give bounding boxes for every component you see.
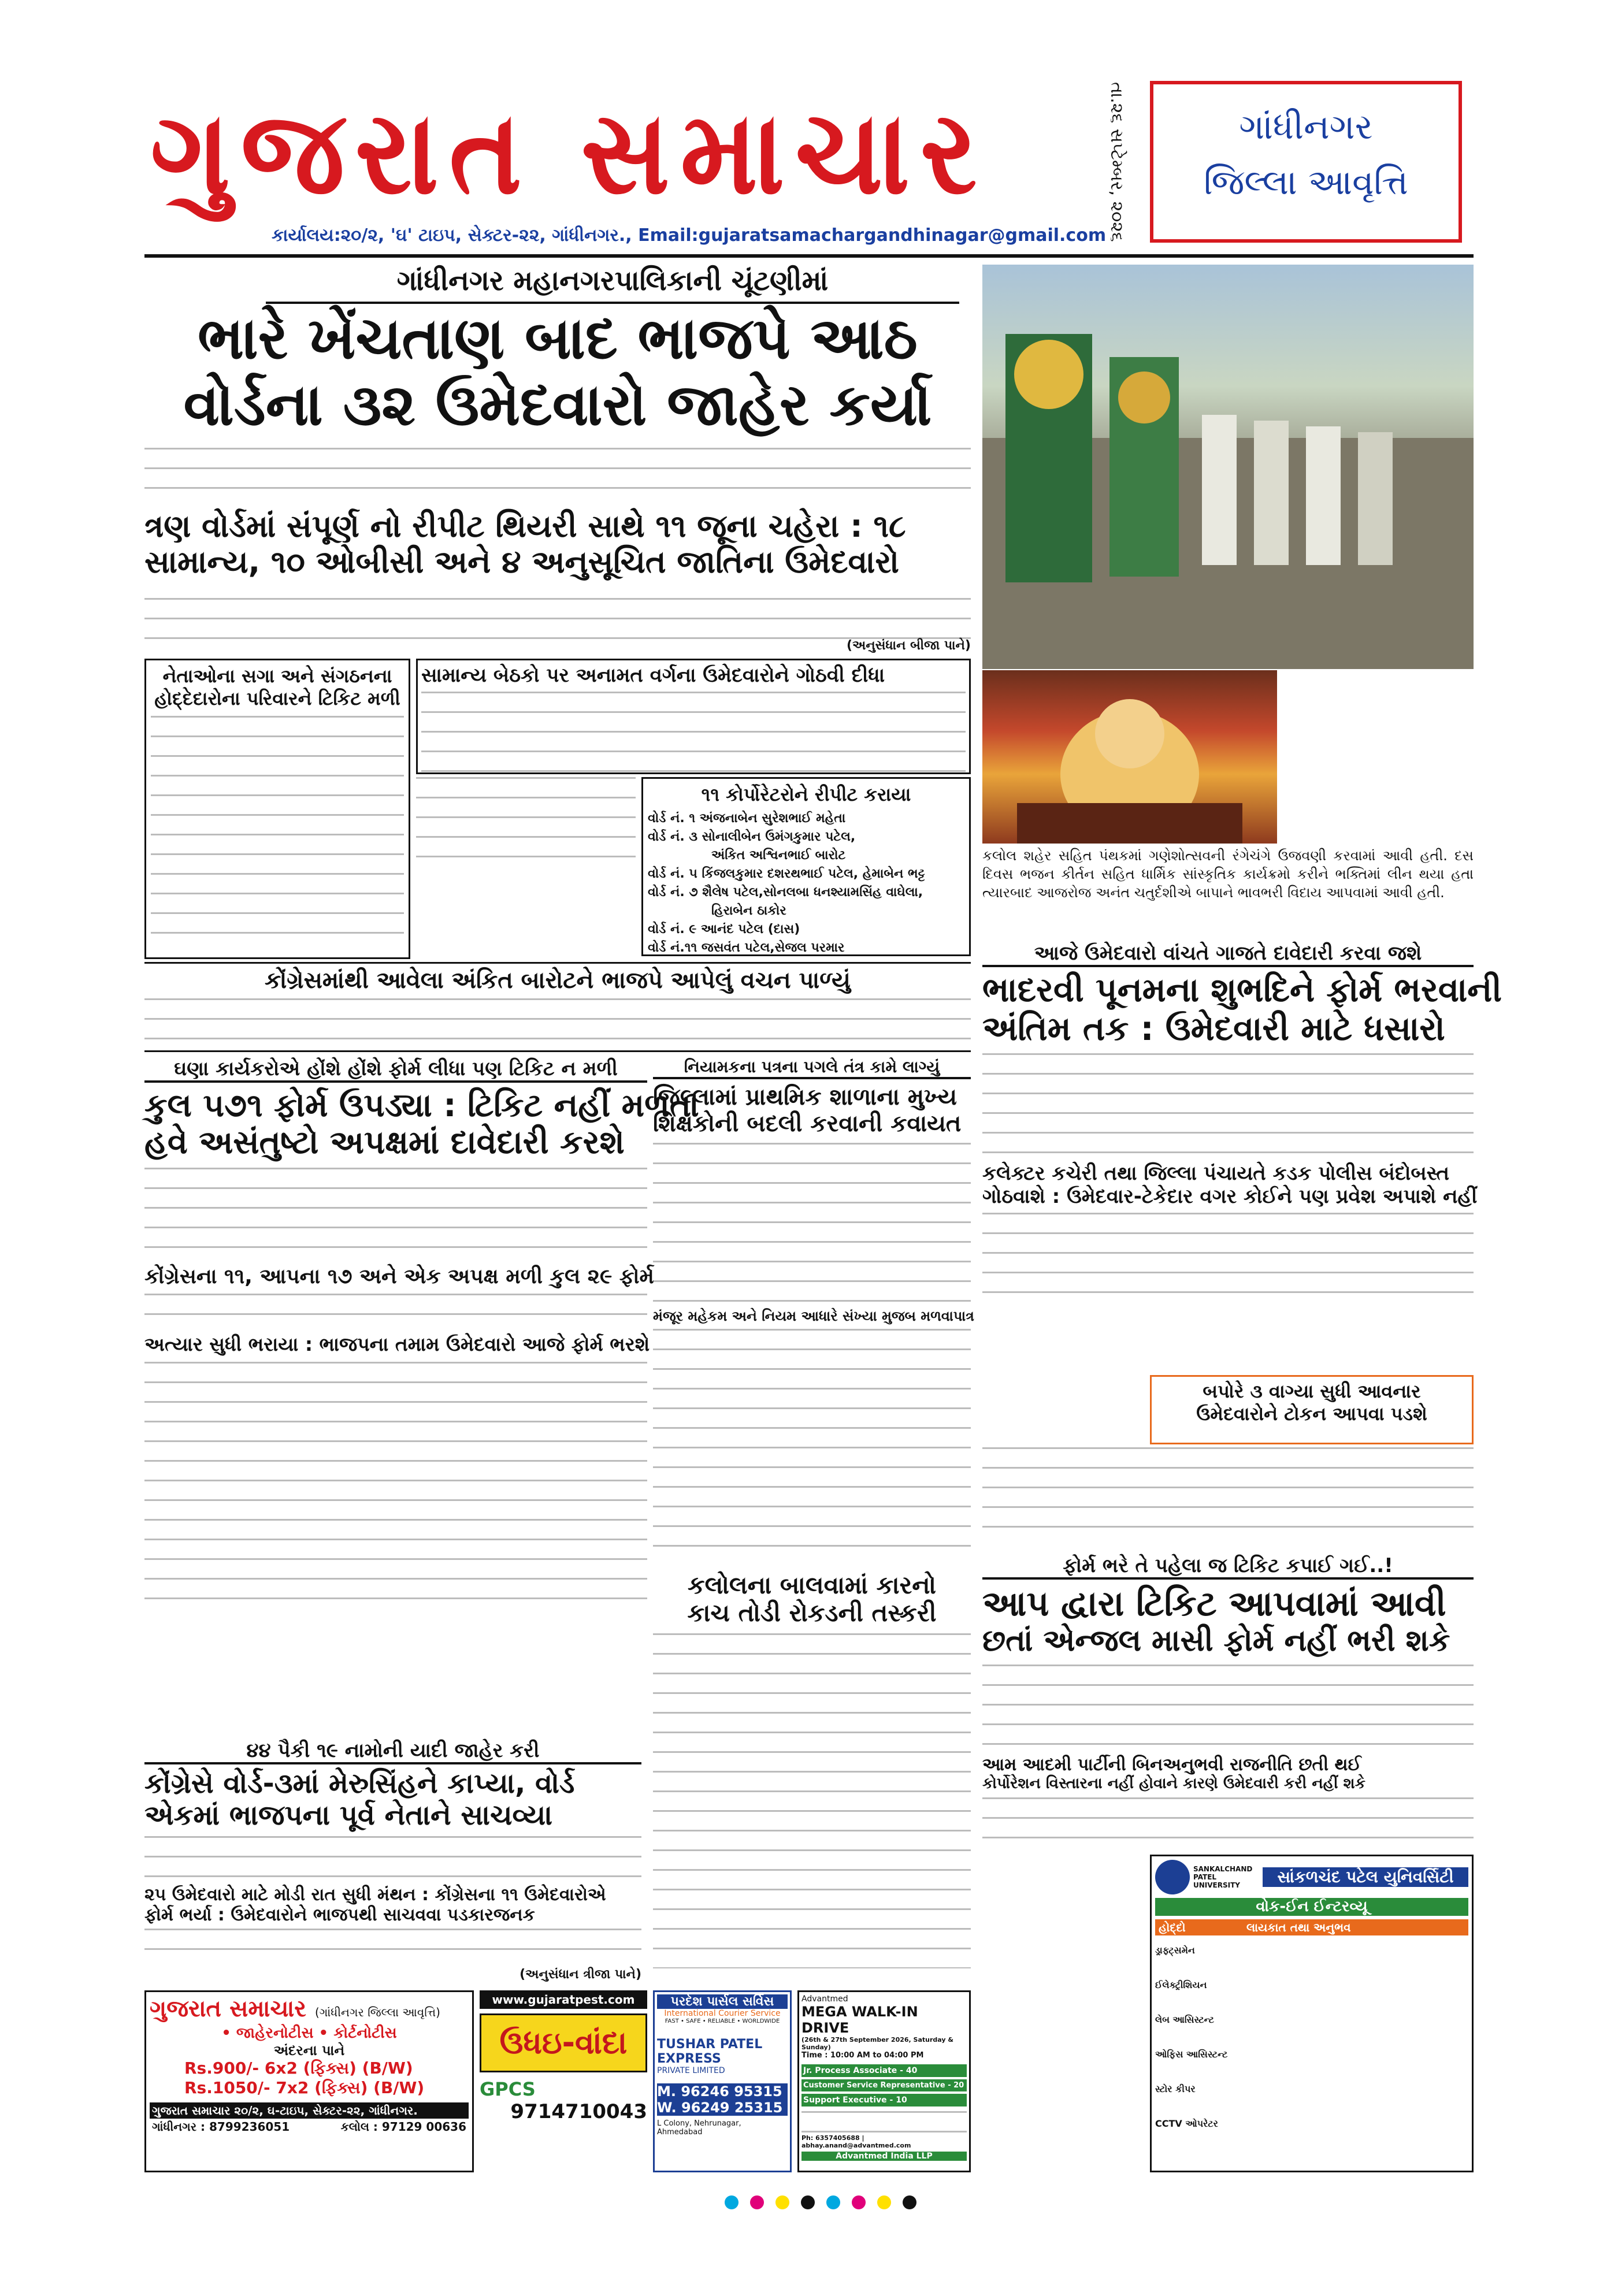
- university-ad-post: ઈલેક્ટ્રીશિયન: [1155, 1979, 1207, 1990]
- reservation-text: [421, 692, 966, 772]
- ganesh-idol-illustration: [982, 670, 1277, 844]
- courier-ad-brand: TUSHAR PATEL EXPRESS: [657, 2037, 763, 2066]
- reservation-box: [416, 659, 971, 774]
- nomination-headline-line1: ભાદરવી પૂનમના શુભદિને ફોર્મ ભરવાની: [982, 970, 1502, 1009]
- repeat-row: વોર્ડ નં. ૧ અંજનાબેન સુરેશભાઈ મહેતા: [648, 811, 846, 826]
- aap-text-2: [982, 1797, 1474, 1849]
- list44-text-2: [144, 1929, 641, 1963]
- walkin-ad-brand: Advantmed: [801, 1994, 848, 2004]
- forms-text-2: [144, 1294, 647, 1328]
- repeat-box: [641, 777, 971, 956]
- walkin-ad-phone: Ph: 6357405688 | abhay.anand@advantmed.com: [801, 2134, 911, 2149]
- courier-ad-ltd: PRIVATE LIMITED: [657, 2066, 725, 2075]
- university-ad-sub: વોક-ઈન ઈન્ટરવ્યૂ: [1155, 1898, 1468, 1916]
- forms-sub1: કોંગ્રેસના ૧૧, આપના ૧૭ અને એક અપક્ષ મળી કુલ ૨૯ ફોર્મ: [144, 1264, 654, 1288]
- courier-ad: [653, 1990, 792, 2172]
- teachers-text-2: [653, 1329, 971, 1560]
- pest-ad-phone: 9714710043: [510, 2100, 647, 2123]
- festival-photo: [982, 265, 1474, 669]
- pest-ad-name: ઉધઇ-વાંદા: [480, 2013, 647, 2072]
- repeat-row: વોર્ડ નં. ૩ સોનાલીબેન ઉમંગકુમાર પટેલ,: [648, 830, 856, 844]
- list44-continued: (અનુસંધાન ત્રીજા પાને): [519, 1967, 641, 1982]
- gs-ad-rate2: Rs.1050/- 7x2 (ફિક્સ) (B/W): [184, 2078, 425, 2097]
- gs-ad-address: ગુજરાત સમાચાર ૨૦/૨, ઘ-ટાઇપ, સેક્ટર-૨૨, ગાંધીનગર.: [150, 2102, 469, 2119]
- teachers-kicker: નિયામકના પત્રના પગલે તંત્ર કામે લાગ્યું: [653, 1057, 971, 1079]
- congress-promise-title: કોંગ્રેસમાંથી આવેલા અંકિત બારોટને ભાજપે આપેલું વચન પાળ્યું: [265, 967, 851, 994]
- issue-date: તા.૨૬ સપ્ટેમ્બર, ૨૦૨૬: [1107, 81, 1127, 242]
- aap-sub-line1: આમ આદમી પાર્ટીની બિનઅનુભવી રાજનીતિ છતી થઈ: [982, 1754, 1361, 1775]
- university-ad-header: [1155, 1860, 1468, 1894]
- courier-ad-phone1: M. 96246 95315: [657, 2083, 788, 2100]
- gs-ad-kind: • જાહેરનોટીસ • કોર્ટનોટીસ: [221, 2024, 397, 2042]
- procession-illustration: [982, 265, 1474, 669]
- walkin-ad-role: Customer Service Representative - 20: [801, 2079, 967, 2091]
- lead-headline-line1: ભારે ખેંચતાણ બાદ ભાજપે આઠ: [198, 304, 918, 372]
- gs-ad-phone2: કલોલ : 97129 00636: [340, 2120, 466, 2134]
- reservation-more-text: [416, 777, 636, 858]
- walkin-ad-dates: (26th & 27th September 2026, Saturday & Sunday): [801, 2036, 953, 2051]
- kalol-headline-line1: કલોલના બાલવામાં કારનો: [687, 1571, 937, 1599]
- pest-ad-brand: GPCS: [480, 2078, 536, 2100]
- congress-promise: [144, 962, 971, 1052]
- teachers-headline-line2: શિક્ષકોની બદલી કરવાની કવાયત: [653, 1110, 962, 1137]
- photo-caption: કલોલ શહેર સહિત પંથકમાં ગણેશોત્સવની રંગેચંગે ઉજવણી કરવામાં આવી હતી. દસ દિવસ ભજન કીર્તન સહિત ધાર્મિક સાંસ્કૃતિક કાર્યક્રમો કરીને ભક્તિમાં લીન થયા હતા ત્યારબાદ આજરોજ અનંત ચતુર્દશીએ બાપાને ભાવભરી વિદાય આપવામાં આવી હતી.: [982, 848, 1474, 901]
- edition-box: [1150, 81, 1462, 243]
- repeat-row: વોર્ડ નં.૧૧ જસવંત પટેલ,સેજલ પરમાર: [648, 941, 845, 955]
- aap-sub-line2: કોર્પોરેશન વિસ્તારના નહીં હોવાને કારણે ઉમેદવારી કરી નહીં શકે: [982, 1774, 1365, 1792]
- walkin-ad: [797, 1990, 971, 2172]
- teachers-story: [653, 1057, 974, 1566]
- forms-text: [144, 1168, 647, 1260]
- list44-kicker: ૪૪ પૈકી ૧૯ નામોની યાદી જાહેર કરી: [144, 1739, 641, 1764]
- courier-ad-address: L Colony, Nehrunagar, Ahmedabad: [657, 2119, 741, 2137]
- kalol-headline-line2: કાચ તોડી રોકડની તસ્કરી: [687, 1599, 937, 1628]
- forms-kicker: ઘણા કાર્યકરોએ હોંશે હોંશે ફોર્મ લીધા પણ ટિકિટ ન મળી: [144, 1057, 647, 1083]
- lead-subhead-line1: ત્રણ વોર્ડમાં સંપૂર્ણ નો રીપીટ થિયરી સાથે ૧૧ જૂના ચહેરા : ૧૮: [144, 508, 906, 544]
- nomination-gate: ગોઠવાશે : ઉમેદવાર-ટેકેદાર વગર કોઈને પણ પ્રવેશ અપાશે નહીં: [982, 1185, 1478, 1209]
- relatives-box: [144, 659, 410, 959]
- teachers-sub: મંજૂર મહેકમ અને નિયમ આધારે સંખ્યા મુજબ મળવાપાત્ર: [653, 1308, 974, 1324]
- relatives-title-line1: નેતાઓના સગા અને સંગઠનના: [162, 665, 392, 687]
- university-ad-post: સ્ટોર કીપર: [1155, 2083, 1196, 2094]
- repeat-row: વોર્ડ નં. ૭ શૈલેષ પટેલ,સોનલબા ધનશ્યામસિંહ વાઘેલા,: [648, 885, 923, 900]
- gs-ad-title: ગુજરાત સમાચાર: [150, 1996, 306, 2022]
- black-dot: [801, 2195, 815, 2209]
- aap-text: [982, 1665, 1474, 1751]
- university-ad-title: સાંકળચંદ પટેલ યુનિવર્સિટી: [1263, 1867, 1468, 1887]
- forms-headline-line2: હવે અસંતુષ્ટો અપક્ષમાં દાવેદારી કરશે: [144, 1124, 625, 1162]
- courier-ad-title: પરદેશ પાર્સલ સર્વિસ: [657, 1994, 788, 2009]
- university-ad-post: ડ્રાફ્ટ્સમેન: [1155, 1945, 1195, 1956]
- aap-headline-line1: આપ દ્વારા ટિકિટ આપવામાં આવી: [982, 1584, 1446, 1624]
- repeat-row: હિરાબેન ઠાકોર: [711, 904, 786, 918]
- walkin-ad-role: Jr. Process Associate - 40: [801, 2064, 967, 2077]
- walkin-ad-title: MEGA WALK-IN DRIVE: [801, 2004, 918, 2036]
- forms-headline-line1: કુલ ૫૭૧ ફોર્મ ઉપડ્યા : ટિકિટ નહીં મળતા: [144, 1087, 699, 1124]
- aap-headline-line2: છતાં એન્જલ માસી ફોર્મ નહીં ભરી શકે: [982, 1623, 1450, 1658]
- list44-headline-line2: એકમાં ભાજપના પૂર્વ નેતાને સાચવ્યા: [144, 1799, 552, 1832]
- gs-ad-inner: અંદરના પાને: [273, 2042, 345, 2059]
- congress-promise-text: [144, 998, 971, 1045]
- walkin-ad-role: Support Executive - 10: [801, 2094, 967, 2106]
- token-box: [1150, 1375, 1474, 1444]
- forms-story: [144, 1057, 699, 1733]
- lead-headline-line2: વોર્ડના ૩૨ ઉમેદવારો જાહેર કર્યા: [183, 371, 932, 439]
- lead-subhead: [144, 508, 971, 595]
- university-ad-col1: હોદ્દો: [1159, 1920, 1186, 1934]
- gs-ad-phones: [150, 2119, 469, 2135]
- university-ad-table-head: [1155, 1919, 1468, 1935]
- list44-sub1: ૨૫ ઉમેદવારો માટે મોડી રાત સુધી મંથન : કોંગ્રેસના ૧૧ ઉમેદવારોએ: [144, 1885, 606, 1905]
- yellow-dot: [877, 2195, 891, 2209]
- cyan-dot: [826, 2195, 840, 2209]
- relatives-title-line2: હોદ્દેદારોના પરિવારને ટિકિટ મળી: [154, 688, 400, 709]
- university-ad-post: CCTV ઓપરેટર: [1155, 2118, 1218, 2129]
- office-contact: કાર્યાલય:૨૦/૨, 'ઘ' ટાઇપ, સેક્ટર-૨૨, ગાંધીનગર., Email:gujaratsamachargandhinagar@gmail.com: [272, 225, 1107, 246]
- reservation-title: સામાન્ય બેઠકો પર અનામત વર્ગના ઉમેદવારોને ગોઠવી દીધા: [421, 664, 885, 687]
- edition-city: ગાંધીનગર: [1239, 107, 1373, 147]
- lead-subhead-line2: સામાન્ય, ૧૦ ઓબીસી અને ૪ અનુસૂચિત જાતિના ઉમેદવારો: [144, 544, 899, 581]
- university-ad-post: ઓફિસ આસિસ્ટન્ટ: [1155, 2049, 1228, 2060]
- gs-ad-edition: (ગાંધીનગર જિલ્લા આવૃત્તિ): [314, 2005, 440, 2019]
- teachers-headline-line1: જિલ્લામાં પ્રાથમિક શાળાના મુખ્ય: [653, 1084, 958, 1110]
- lead-kicker: ગાંધીનગર મહાનગરપાલિકાની ચૂંટણીમાં: [266, 265, 959, 304]
- yellow-dot: [775, 2195, 789, 2209]
- nomination-headline-line2: અંતિમ તક : ઉમેદવારી માટે ધસારો: [982, 1008, 1445, 1048]
- university-ad: [1150, 1855, 1474, 2172]
- university-logo-icon: [1155, 1860, 1190, 1894]
- list44-text: [144, 1836, 641, 1882]
- nomination-text: [982, 1053, 1474, 1157]
- aap-kicker: ફોર્મ ભરે તે પહેલા જ ટિકિટ કપાઈ ગઈ..!: [982, 1554, 1474, 1580]
- lead-body-text: [144, 448, 971, 506]
- gs-ad: [144, 1990, 474, 2172]
- cyan-dot: [725, 2195, 739, 2209]
- token-line2: ઉમેદવારોને ટોકન આપવા પડશે: [1196, 1403, 1427, 1425]
- repeat-title: ૧૧ કોર્પોરેટરોને રીપીટ કરાયા: [701, 783, 911, 805]
- black-dot: [903, 2195, 916, 2209]
- gs-ad-rate1: Rs.900/- 6x2 (ફિક્સ) (B/W): [184, 2059, 413, 2078]
- gs-ad-phone1: ગાંધીનગર : 8799236051: [152, 2120, 290, 2134]
- repeat-row: વોર્ડ નં. ૫ કિંજલકુમાર દશરથભાઈ પટેલ, હેમાબેન ભટ્ટ: [648, 867, 925, 881]
- list44-sub2: ફોર્મ ભર્યા : ઉમેદવારોને ભાજપથી સાચવવા પડકારજનક: [144, 1905, 535, 1926]
- courier-ad-sub: International Courier Service: [664, 2009, 781, 2018]
- masthead-rule: [144, 254, 1474, 258]
- magenta-dot: [750, 2195, 764, 2209]
- relatives-list: [151, 716, 404, 947]
- nomination-bottom-text: [982, 1447, 1474, 1545]
- repeat-row: વોર્ડ નં. ૯ આનંદ પટેલ (દાસ): [648, 922, 800, 937]
- pest-ad-url: www.gujaratpest.com: [480, 1990, 647, 2009]
- registration-marks: [416, 2195, 1225, 2213]
- pest-ad: [480, 1990, 647, 2172]
- university-ad-col2: લાયકાત તથા અનુભવ: [1246, 1920, 1351, 1934]
- kalol-text: [653, 1633, 971, 1968]
- courier-ad-tag: FAST • SAFE • RELIABLE • WORLDWIDE: [665, 2018, 780, 2024]
- repeat-row: અંકિત અશ્વિનભાઈ બારોટ: [711, 848, 846, 863]
- courier-ad-phone2: W. 96249 25315: [657, 2100, 788, 2116]
- nomination-police: કલેક્ટર કચેરી તથા જિલ્લા પંચાયતે કડક પોલીસ બંદોબસ્ત: [982, 1162, 1450, 1186]
- ganesh-photo: [982, 670, 1277, 844]
- list44-headline-line1: કોંગ્રેસે વોર્ડ-૩માં મેરુસિંહને કાપ્યા, વોર્ડ: [144, 1767, 575, 1800]
- edition-label: જિલ્લા આવૃત્તિ: [1204, 162, 1408, 203]
- teachers-text: [653, 1143, 971, 1305]
- nomination-more-text: [982, 1213, 1474, 1294]
- kalol-story: [653, 1571, 971, 1987]
- university-ad-post: લેબ આસિસ્ટન્ટ: [1155, 2014, 1215, 2025]
- university-ad-name: SANKALCHAND PATEL UNIVERSITY: [1193, 1865, 1253, 1889]
- forms-text-3: [144, 1362, 647, 1604]
- masthead-title: ગુજરાત સમાચાર: [150, 86, 988, 220]
- nomination-kicker: આજે ઉમેદવારો વાંચતે ગાજતે દાવેદારી કરવા જશે: [982, 942, 1474, 967]
- magenta-dot: [852, 2195, 866, 2209]
- walkin-ad-time: Time : 10:00 AM to 04:00 PM: [801, 2051, 924, 2060]
- walkin-ad-company: Advantmed India LLP: [801, 2152, 967, 2161]
- list44-story: [144, 1739, 641, 1987]
- nomination-story: [982, 942, 1502, 1392]
- forms-sub2: અત્યાર સુધી ભરાયા : ભાજપના તમામ ઉમેદવારો આજે ફોર્મ ભરશે: [144, 1332, 650, 1355]
- token-line1: બપોરે ૩ વાગ્યા સુધી આવનાર: [1203, 1380, 1421, 1402]
- lead-headline: [144, 305, 971, 444]
- walkin-ad-details: [801, 2111, 967, 2134]
- lead-continued: (અનુસંધાન બીજા પાને): [846, 638, 971, 653]
